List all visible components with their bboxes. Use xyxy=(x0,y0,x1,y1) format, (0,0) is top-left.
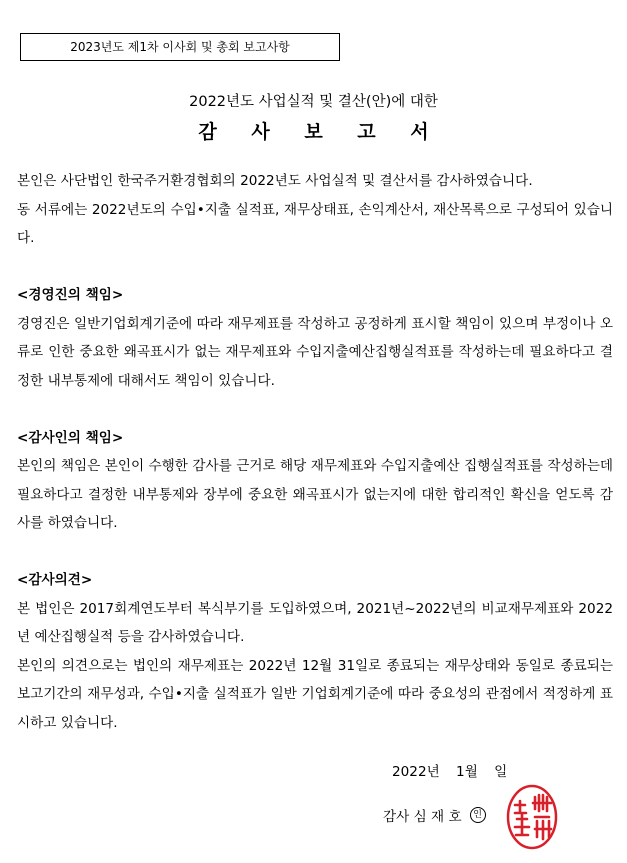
signer-name: 감사 심 재 호 xyxy=(383,809,462,825)
section-heading-management: <경영진의 책임> xyxy=(17,287,124,303)
section-paragraph: 본인의 의견으로는 법인의 재무제표는 2022년 12월 31일로 종료되는 재무상태와 동일로 종료되는 보고기간의 재무성과, 수입•지출 실적표가 일반 기업회계기준에 따라 중요성의 관점에서 적정하게 표시하고 있습니다. xyxy=(17,657,613,731)
report-category-box: 2023년도 제1차 이사회 및 총회 보고사항 xyxy=(20,33,340,61)
document-subtitle: 2022년도 사업실적 및 결산(안)에 대한 xyxy=(189,94,438,110)
report-date: 2022년 1월 일 xyxy=(392,764,508,780)
red-seal-stamp-icon xyxy=(505,783,559,851)
intro-paragraph: 본인은 사단법인 한국주거환경협회의 2022년도 사업실적 및 결산서를 감사하였습니다. xyxy=(17,173,533,189)
seal-mark: 인 xyxy=(470,807,486,823)
section-heading-auditor: <감사인의 책임> xyxy=(17,429,124,446)
report-body xyxy=(17,167,613,737)
section-paragraph: 본인의 책임은 본인이 수행한 감사를 근거로 해당 재무제표와 수입지출예산 집행실적표를 작성하는데 필요하다고 결정한 내부통제와 장부에 중요한 왜곡표시가 없는지에 대한 합리적인 확신을 얻도록 감사를 하였습니다. xyxy=(17,458,613,531)
document-title: 감 사 보 고 서 xyxy=(198,121,443,143)
intro-paragraph: 동 서류에는 2022년도의 수입•지출 실적표, 재무상태표, 손익계산서, 재산목록으로 구성되어 있습니다. xyxy=(17,201,613,246)
section-paragraph: 본 법인은 2017회계연도부터 복식부기를 도입하였으며, 2021년~2022년의 비교재무제표와 2022년 예산집행실적 등을 감사하였습니다. xyxy=(17,600,613,645)
section-paragraph: 경영진은 일반기업회계기준에 따라 재무제표를 작성하고 공정하게 표시할 책임이 있으며 부정이나 오류로 인한 중요한 왜곡표시가 없는 재무제표와 수입지출예산집행실적표를 작성하는데 필요하다고 결정한 내부통제에 대해서도 책임이 있습니다. xyxy=(17,315,613,389)
signer-line xyxy=(383,805,486,825)
section-heading-opinion: <감사의견> xyxy=(17,572,93,588)
